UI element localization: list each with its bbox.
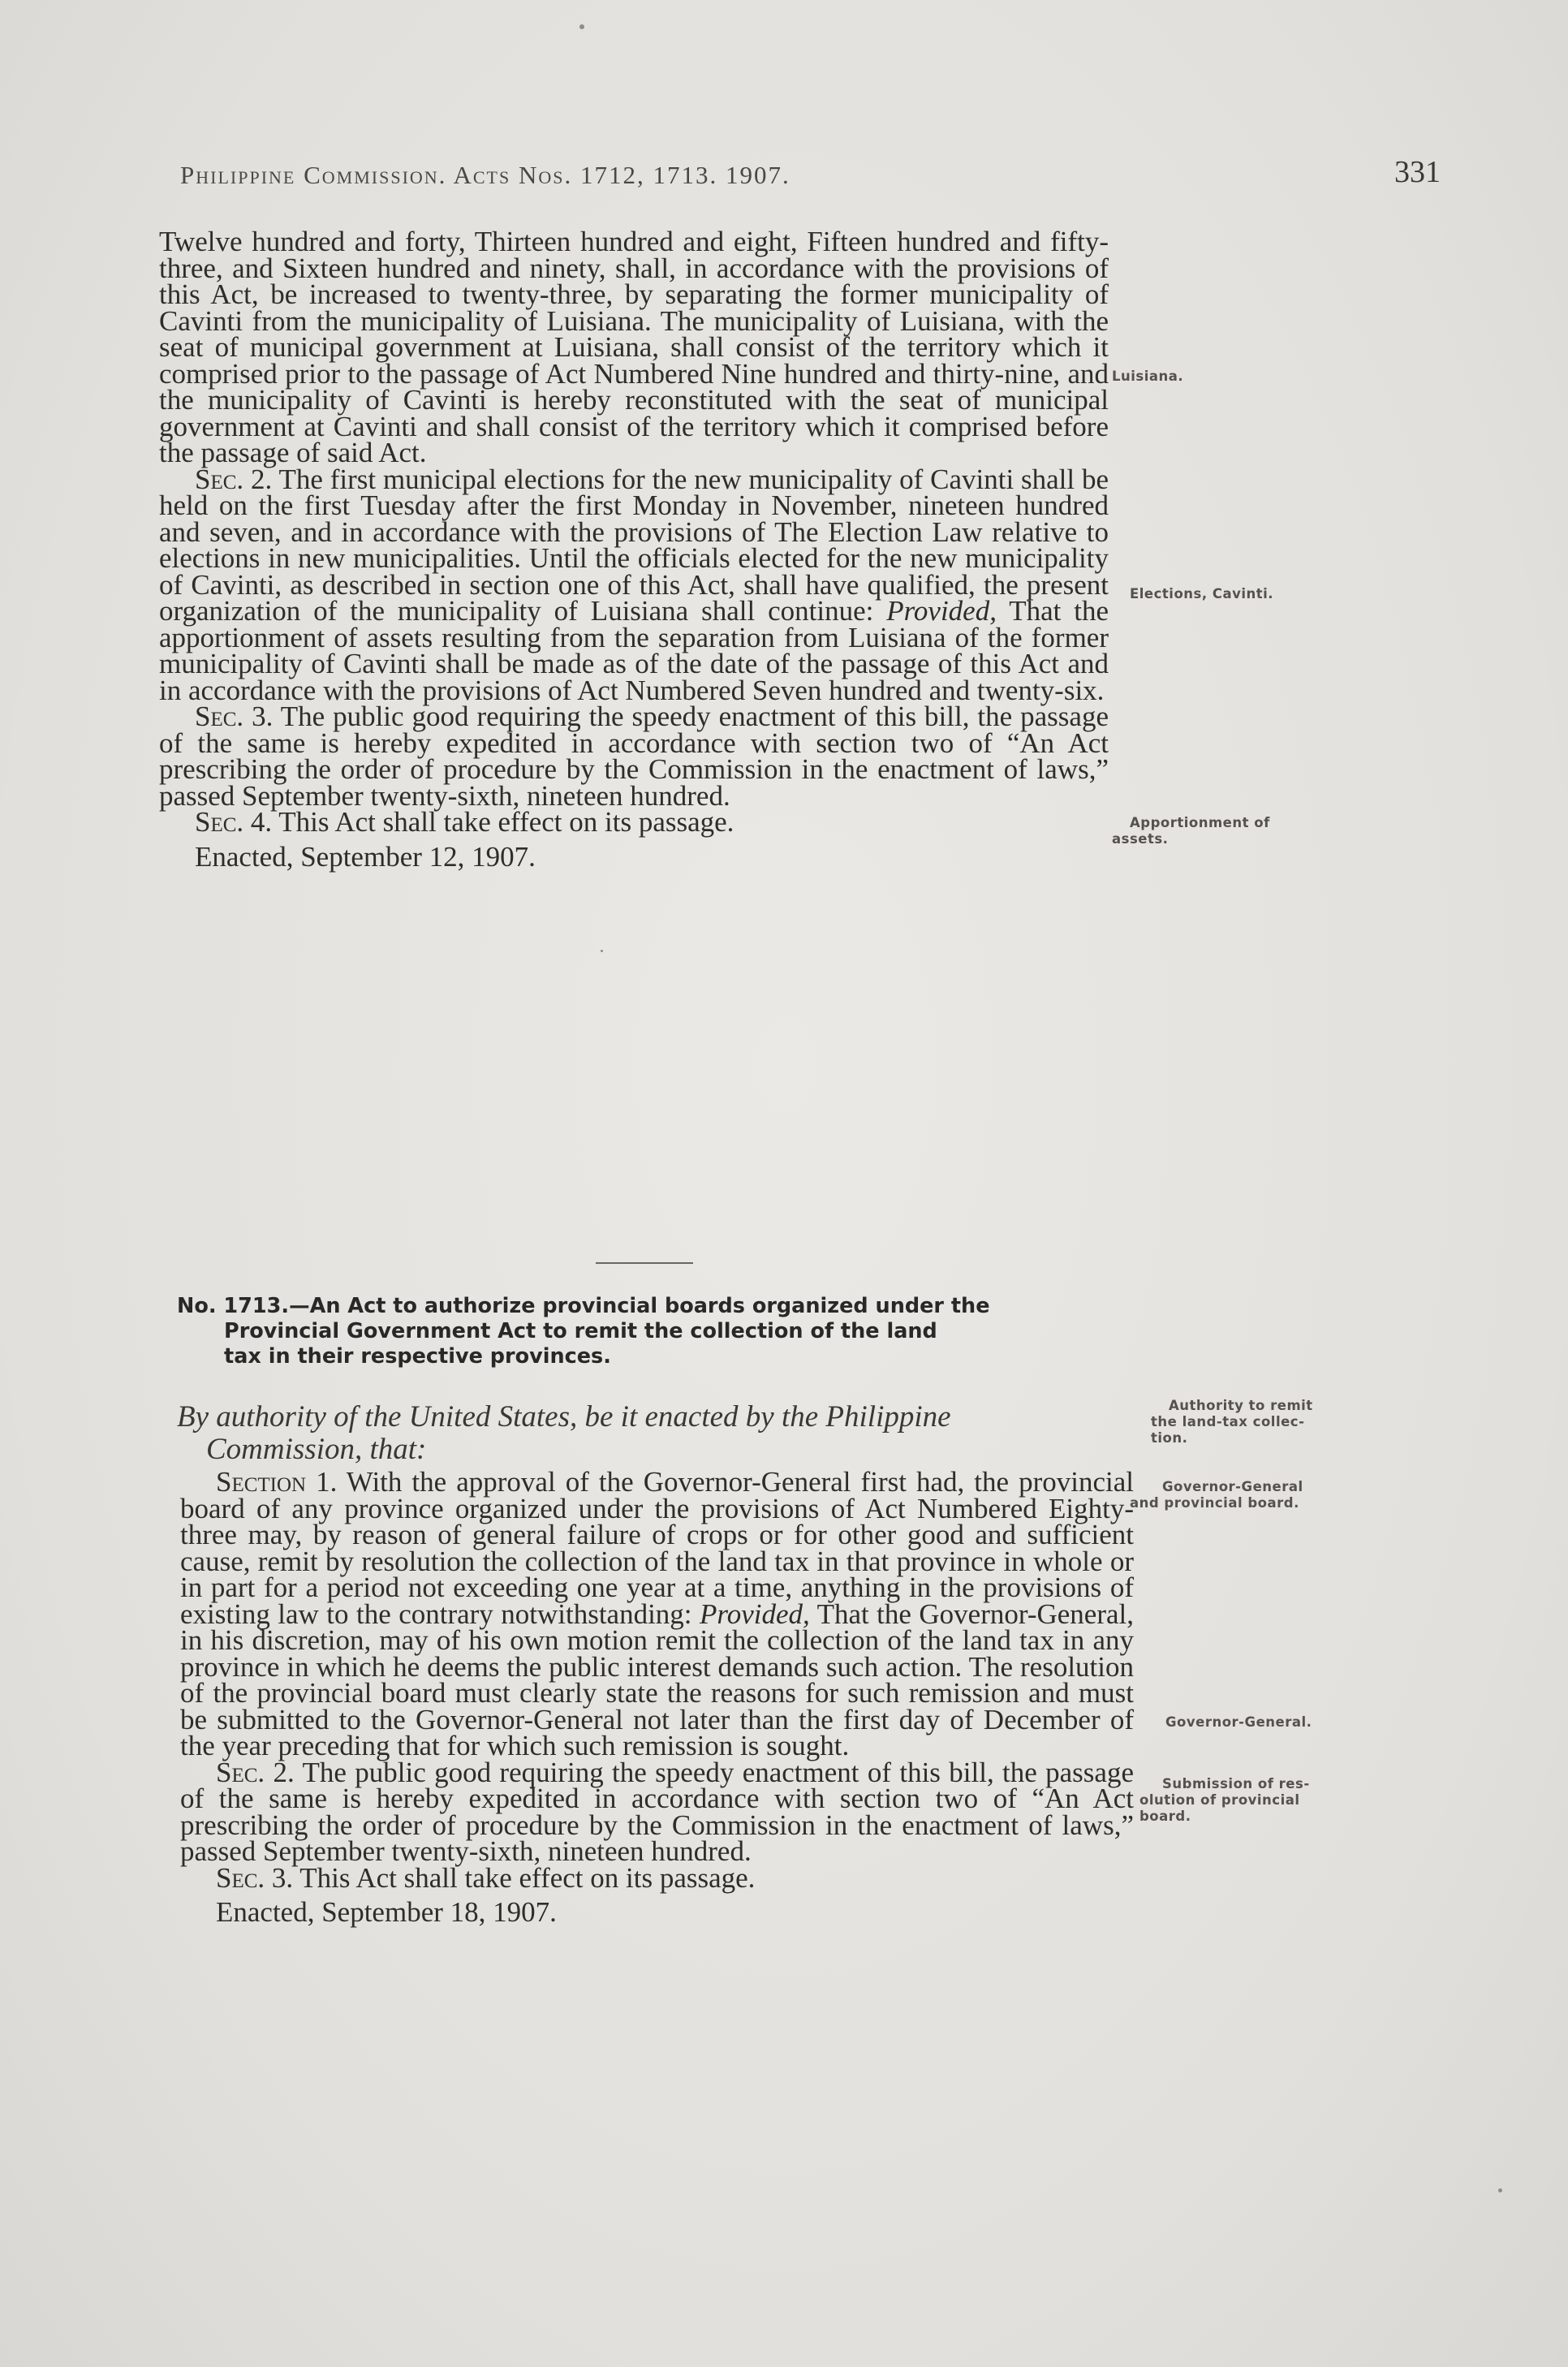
- section-label: Sec. 2.: [195, 463, 273, 495]
- act-1713-sec2: [180, 1756, 1134, 1867]
- margin-note-text: Submission of res-: [1162, 1776, 1310, 1791]
- paper-speck: [601, 950, 603, 952]
- act-1713-sec3: [180, 1861, 1134, 1894]
- provided-word: Provided,: [700, 1597, 810, 1630]
- margin-note-submission: [1139, 1776, 1310, 1825]
- running-head: Philippine Commission. Acts Nos. 1712, 1713. 1907.: [180, 161, 790, 189]
- act-1712-sec1-text: Twelve hundred and forty, Thirteen hundred and eight, Fifteen hundred and fifty-three, and Sixteen hundred and ninety, shall, in accordance with the provisions of this Act, be increased to twenty-three, by separating the former municipality of Cavinti from the municipality of Luisiana. The municipality of Luisiana, with the seat of municipal government at Luisiana, shall consist of the territory which it comprised prior to the passage of Act Numbered Nine hundred and thirty-nine, and the municipality of Cavinti is hereby reconstituted with the seat of municipal government at Cavinti and shall consist of the territory which it comprised before the passage of said Act.: [159, 226, 1109, 468]
- margin-note-governor-board: [1130, 1479, 1303, 1511]
- act-1712-enacted-date: Enacted, September 12, 1907.: [195, 840, 536, 873]
- act-heading-line: No. 1713.—An Act to authorize provincial boards organized under the: [177, 1294, 990, 1318]
- act-1713-sec1: [180, 1466, 1134, 1761]
- paper-speck: [1498, 2188, 1502, 2192]
- margin-note-apportionment: [1112, 815, 1270, 847]
- section-label: Sec. 3.: [216, 1861, 294, 1894]
- enacting-clause: [177, 1401, 1135, 1466]
- margin-note-text: assets.: [1112, 831, 1169, 847]
- act-1712-continuation: [159, 226, 1109, 873]
- act-1713-body: [180, 1466, 1134, 1928]
- paper-speck: [579, 24, 584, 29]
- section-text: The public good requiring the speedy enactment of this bill, the passage of the same is hereby expedited in accordance with section two of “An Act prescribing the order of procedure by the Commission in the enactment of laws,” passed September twenty-sixth, nineteen hundred.: [159, 701, 1109, 812]
- section-text: This Act shall take effect on its passage.: [272, 806, 734, 838]
- margin-note-text: Authority to remit: [1169, 1398, 1313, 1413]
- act-heading-line: Provincial Government Act to remit the collection of the land: [224, 1319, 937, 1343]
- margin-note-elections: [1130, 586, 1273, 602]
- margin-note-text: olution of provincial: [1139, 1792, 1300, 1808]
- margin-note-text: tion.: [1151, 1430, 1188, 1446]
- margin-note-text: Governor-General.: [1165, 1714, 1312, 1730]
- margin-note-text: board.: [1139, 1809, 1191, 1824]
- enacting-line: Commission, that:: [206, 1433, 427, 1466]
- act-1713-heading: [177, 1294, 1114, 1369]
- section-text: That the apportionment of assets resulting from the separation from Luisiana of the former municipality of Cavinti shall be made as of the date of the passage of this Act and in accordance with the provisions of Act Numbered Seven hundred and twenty-six.: [159, 595, 1109, 706]
- section-text: The public good requiring the speedy enactment of this bill, the passage of the same is hereby expedited in accordance with section two of “An Act prescribing the order of procedure by the Commission in the enactment of laws,” passed September twenty-sixth, nineteen hundred.: [180, 1756, 1134, 1867]
- act-1713-enacted-date: Enacted, September 18, 1907.: [216, 1896, 557, 1928]
- margin-note-governor-general: [1165, 1714, 1312, 1731]
- section-label: Sec. 4.: [195, 806, 273, 838]
- margin-note-authority: [1151, 1398, 1313, 1446]
- enacting-line: By authority of the United States, be it enacted by the Philippine: [177, 1400, 951, 1434]
- page-number: 331: [1394, 155, 1441, 189]
- margin-note-text: Governor-General: [1162, 1479, 1303, 1494]
- margin-note-text: and provincial board.: [1130, 1495, 1299, 1511]
- act-1712-sec3: [159, 701, 1109, 812]
- margin-note-text: the land-tax collec-: [1151, 1414, 1305, 1429]
- act-1712-sec4: [159, 806, 1109, 838]
- section-label: Sec. 3.: [195, 701, 274, 732]
- section-text: The first municipal elections for the new municipality of Cavinti shall be held on the first Tuesday after the first Monday in November, nineteen hundred and seven, and in accordance with the provisions of The Election Law relative to elections in new municipalities. Until the officials elected for the new municipality of Cavinti, as described in section one of this Act, shall have qualified, the present organization of the municipality of Luisiana shall continue:: [159, 463, 1109, 627]
- margin-note-text: Apportionment of: [1130, 815, 1270, 830]
- provided-word: Provided,: [886, 595, 997, 627]
- section-divider: [596, 1262, 693, 1264]
- act-heading-line: tax in their respective provinces.: [224, 1344, 611, 1369]
- margin-note-luisiana: [1112, 369, 1183, 385]
- section-label: Sec. 2.: [216, 1756, 295, 1788]
- margin-note-text: Elections, Cavinti.: [1130, 586, 1274, 601]
- margin-note-text: Luisiana.: [1112, 369, 1184, 384]
- section-text: This Act shall take effect on its passage.: [293, 1861, 756, 1894]
- section-label: Section 1.: [216, 1466, 338, 1498]
- section-text: With the approval of the Governor-General first had, the provincial board of any province organized under the provisions of Act Numbered Eighty-three may, by reason of general failure of crops or for other good and sufficient cause, remit by resolution the collection of the land tax in that province in whole or in part for a period not exceeding one year at a time, anything in the provisions of existing law to the contrary notwithstanding:: [180, 1466, 1134, 1630]
- section-text: That the Governor-General, in his discretion, may of his own motion remit the collection of the land tax in any province in which he deems the public interest demands such action. The resolution of the provincial board must clearly state the reasons for such remission and must be submitted to the Governor-General not later than the first day of December of the year preceding that for which such remission is sought.: [180, 1597, 1134, 1761]
- act-1712-sec2: [159, 463, 1109, 706]
